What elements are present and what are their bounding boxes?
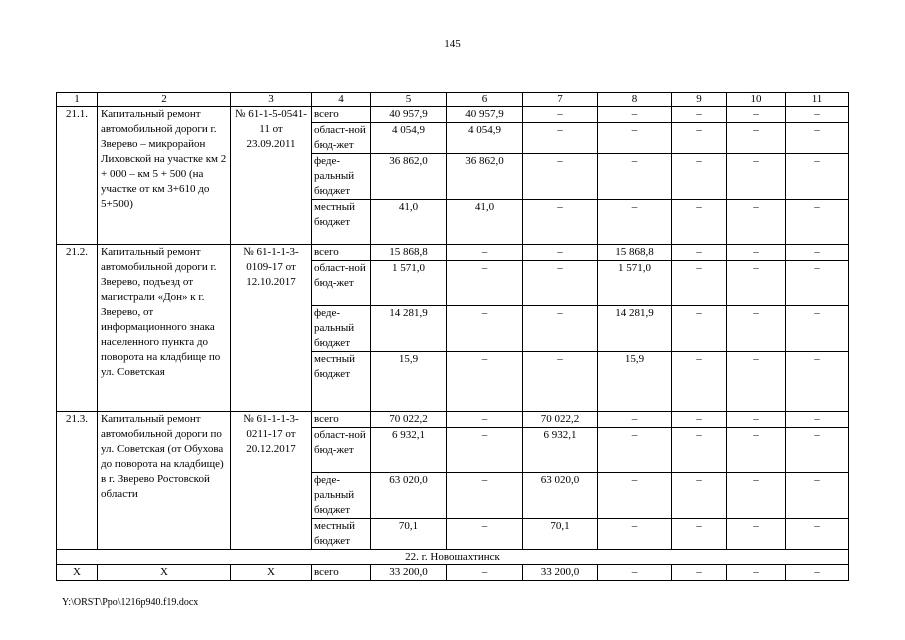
value-cell: – <box>727 412 786 428</box>
value-cell: – <box>447 519 523 550</box>
value-cell: – <box>786 123 849 154</box>
header-cell: 5 <box>371 93 447 107</box>
value-cell: – <box>447 352 523 412</box>
value-cell: – <box>786 352 849 412</box>
section-row <box>57 550 849 565</box>
value-cell: 40 957,9 <box>371 107 447 123</box>
value-cell: – <box>447 473 523 519</box>
value-cell: – <box>786 565 849 581</box>
value-cell: – <box>672 123 727 154</box>
value-cell: – <box>598 519 672 550</box>
file-path-footer: Y:\ORST\Ppo\1216p940.f19.docx <box>62 597 199 608</box>
value-cell: 1 571,0 <box>598 261 672 306</box>
placeholder-cell: Х <box>98 565 231 581</box>
value-cell: 41,0 <box>447 200 523 245</box>
value-cell: – <box>727 107 786 123</box>
value-cell: 15,9 <box>598 352 672 412</box>
value-cell: – <box>786 107 849 123</box>
value-cell: 70 022,2 <box>371 412 447 428</box>
project-name: Капитальный ремонт автомобильной дороги г. Зверево – микрорайон Лиховской на участке км 2 + 000 – км 5 + 500 (на участке от км 3+610 до 5+500) <box>98 107 231 245</box>
value-cell: 36 862,0 <box>447 154 523 200</box>
budget-level: област-ной бюд-жет <box>312 428 371 473</box>
value-cell: 63 020,0 <box>523 473 598 519</box>
value-cell: – <box>447 245 523 261</box>
header-cell: 8 <box>598 93 672 107</box>
value-cell: – <box>672 245 727 261</box>
value-cell: – <box>598 565 672 581</box>
value-cell: – <box>786 200 849 245</box>
value-cell: – <box>447 261 523 306</box>
value-cell: 15,9 <box>371 352 447 412</box>
value-cell: – <box>598 412 672 428</box>
value-cell: 33 200,0 <box>523 565 598 581</box>
value-cell: – <box>786 473 849 519</box>
value-cell: 33 200,0 <box>371 565 447 581</box>
table-row <box>57 107 849 123</box>
value-cell: – <box>786 261 849 306</box>
placeholder-cell: Х <box>57 565 98 581</box>
value-cell: – <box>672 519 727 550</box>
table-row <box>57 412 849 428</box>
value-cell: 15 868,8 <box>598 245 672 261</box>
value-cell: – <box>786 245 849 261</box>
budget-table <box>56 92 849 581</box>
value-cell: – <box>727 154 786 200</box>
value-cell: 14 281,9 <box>598 306 672 352</box>
project-document: № 61-1-1-3-0211-17 от 20.12.2017 <box>231 412 312 550</box>
value-cell: – <box>727 565 786 581</box>
value-cell: 36 862,0 <box>371 154 447 200</box>
value-cell: – <box>672 412 727 428</box>
budget-level: феде-ральный бюджет <box>312 473 371 519</box>
project-name: Капитальный ремонт автомобильной дороги г. Зверево, подъезд от магистрали «Дон» к г. Зверево, от информационного знака населенного пункта до поворота на кладбище по ул. Советская <box>98 245 231 412</box>
value-cell: – <box>672 154 727 200</box>
value-cell: – <box>523 261 598 306</box>
value-cell: – <box>786 519 849 550</box>
value-cell: – <box>727 352 786 412</box>
value-cell: – <box>727 245 786 261</box>
value-cell: – <box>786 154 849 200</box>
section-title: 22. г. Новошахтинск <box>57 550 849 565</box>
value-cell: – <box>672 261 727 306</box>
project-document: № 61-1-5-0541-11 от 23.09.2011 <box>231 107 312 245</box>
value-cell: 4 054,9 <box>371 123 447 154</box>
value-cell: – <box>672 200 727 245</box>
placeholder-cell: Х <box>231 565 312 581</box>
value-cell: – <box>598 200 672 245</box>
table-row <box>57 565 849 581</box>
value-cell: – <box>786 412 849 428</box>
value-cell: – <box>672 473 727 519</box>
budget-level: всего <box>312 245 371 261</box>
budget-level: местный бюджет <box>312 200 371 245</box>
header-cell: 11 <box>786 93 849 107</box>
value-cell: – <box>727 200 786 245</box>
page-number: 145 <box>444 38 461 50</box>
value-cell: – <box>727 519 786 550</box>
budget-level: всего <box>312 565 371 581</box>
header-cell: 10 <box>727 93 786 107</box>
header-row <box>57 93 849 107</box>
project-number: 21.2. <box>57 245 98 412</box>
value-cell: – <box>598 154 672 200</box>
value-cell: – <box>672 352 727 412</box>
value-cell: – <box>447 306 523 352</box>
value-cell: – <box>672 107 727 123</box>
project-document: № 61-1-1-3-0109-17 от 12.10.2017 <box>231 245 312 412</box>
value-cell: – <box>672 306 727 352</box>
budget-level: местный бюджет <box>312 352 371 412</box>
budget-level: област-ной бюд-жет <box>312 261 371 306</box>
value-cell: – <box>598 123 672 154</box>
header-cell: 1 <box>57 93 98 107</box>
budget-level: местный бюджет <box>312 519 371 550</box>
value-cell: – <box>523 200 598 245</box>
budget-level: всего <box>312 107 371 123</box>
value-cell: – <box>727 306 786 352</box>
header-cell: 3 <box>231 93 312 107</box>
budget-level: област-ной бюд-жет <box>312 123 371 154</box>
value-cell: – <box>727 123 786 154</box>
value-cell: – <box>672 428 727 473</box>
value-cell: – <box>786 306 849 352</box>
value-cell: 15 868,8 <box>371 245 447 261</box>
value-cell: 1 571,0 <box>371 261 447 306</box>
value-cell: – <box>786 428 849 473</box>
value-cell: 6 932,1 <box>371 428 447 473</box>
header-cell: 2 <box>98 93 231 107</box>
value-cell: 70,1 <box>523 519 598 550</box>
value-cell: 41,0 <box>371 200 447 245</box>
header-cell: 7 <box>523 93 598 107</box>
project-name: Капитальный ремонт автомобильной дороги по ул. Советская (от Обухова до поворота на кладбище) в г. Зверево Ростовской области <box>98 412 231 550</box>
value-cell: – <box>523 306 598 352</box>
value-cell: – <box>672 565 727 581</box>
value-cell: 40 957,9 <box>447 107 523 123</box>
value-cell: – <box>727 473 786 519</box>
header-cell: 6 <box>447 93 523 107</box>
value-cell: – <box>727 261 786 306</box>
value-cell: 70 022,2 <box>523 412 598 428</box>
value-cell: – <box>523 245 598 261</box>
value-cell: – <box>727 428 786 473</box>
value-cell: – <box>598 473 672 519</box>
value-cell: – <box>523 107 598 123</box>
value-cell: 6 932,1 <box>523 428 598 473</box>
header-cell: 9 <box>672 93 727 107</box>
value-cell: – <box>523 123 598 154</box>
table-row <box>57 245 849 261</box>
budget-level: феде-ральный бюджет <box>312 306 371 352</box>
value-cell: – <box>598 428 672 473</box>
value-cell: – <box>447 412 523 428</box>
value-cell: – <box>447 565 523 581</box>
value-cell: 63 020,0 <box>371 473 447 519</box>
value-cell: 14 281,9 <box>371 306 447 352</box>
value-cell: – <box>523 154 598 200</box>
budget-level: феде-ральный бюджет <box>312 154 371 200</box>
project-number: 21.1. <box>57 107 98 245</box>
value-cell: 70,1 <box>371 519 447 550</box>
project-number: 21.3. <box>57 412 98 550</box>
value-cell: 4 054,9 <box>447 123 523 154</box>
value-cell: – <box>523 352 598 412</box>
header-cell: 4 <box>312 93 371 107</box>
value-cell: – <box>447 428 523 473</box>
budget-level: всего <box>312 412 371 428</box>
value-cell: – <box>598 107 672 123</box>
